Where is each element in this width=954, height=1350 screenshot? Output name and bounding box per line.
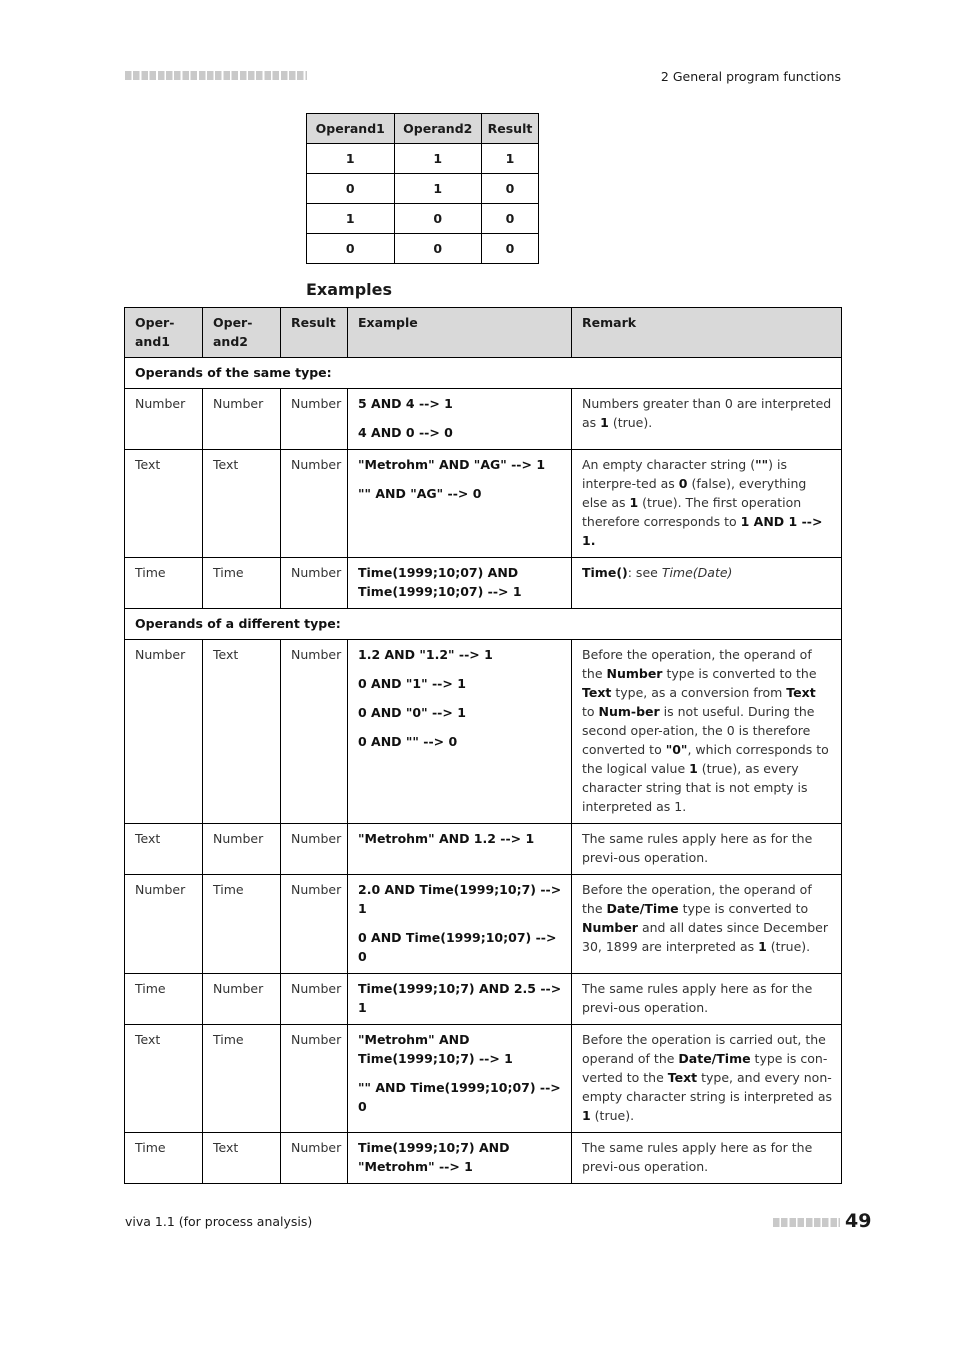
table-row	[125, 450, 842, 558]
remark-text: 1	[689, 761, 698, 776]
cell: 0	[394, 234, 482, 264]
remark-text: 0	[678, 476, 688, 491]
operand2-cell: Text	[203, 450, 281, 558]
header-text: and2	[213, 334, 248, 349]
example-line: Time(1999;10;07) AND Time(1999;10;07) --> 1	[358, 565, 522, 599]
col-header-operand2	[203, 308, 281, 358]
operand2-cell: Number	[203, 824, 281, 875]
remark-text: Before the operation is carried out, the operand of the	[582, 1032, 826, 1066]
remark-text: (false), everything else as	[582, 476, 807, 510]
remark-text: Text	[786, 685, 816, 700]
remark-text: An empty character string (	[582, 457, 756, 472]
col-header: Operand1	[307, 114, 395, 144]
example-line: 2.0 AND Time(1999;10;7) --> 1	[358, 882, 562, 916]
operand2-cell: Time	[203, 875, 281, 974]
example-line: "Metrohm" AND "AG" --> 1	[358, 457, 546, 472]
header-decoration	[125, 71, 307, 80]
table-row	[125, 875, 842, 974]
table-row	[125, 389, 842, 450]
table-row	[125, 640, 842, 824]
operand2-cell: Text	[203, 1133, 281, 1184]
group-row	[125, 609, 842, 640]
remark-text: ""	[755, 457, 769, 472]
remark-cell	[572, 450, 842, 558]
result-cell: Number	[281, 875, 348, 974]
remark-text: and all dates since December 30, 1899 are interpreted as	[582, 920, 828, 954]
operand1-cell: Time	[125, 558, 203, 609]
remark-text: Num-ber	[598, 704, 660, 719]
result-cell: Number	[281, 640, 348, 824]
table-row	[125, 1025, 842, 1133]
result-cell: Number	[281, 450, 348, 558]
remark-text: Numbers greater than 0 are interpreted as	[582, 396, 832, 430]
chapter-title: 2 General program functions	[660, 69, 841, 84]
example-line: 4 AND 0 --> 0	[358, 425, 453, 440]
header-text: Oper-	[135, 315, 175, 330]
page-number: 49	[845, 1210, 872, 1232]
remark-text: type is converted to	[678, 901, 809, 916]
remark-text: Number	[582, 920, 638, 935]
operand2-cell: Number	[203, 389, 281, 450]
example-cell	[348, 640, 572, 824]
truth-header-row	[307, 114, 539, 144]
example-cell	[348, 558, 572, 609]
table-row	[307, 144, 539, 174]
remark-cell	[572, 389, 842, 450]
cell: 1	[394, 174, 482, 204]
table-row	[125, 974, 842, 1025]
footer-product: viva 1.1 (for process analysis)	[125, 1214, 313, 1229]
table-row	[307, 174, 539, 204]
example-line: "" AND "AG" --> 0	[358, 486, 482, 501]
example-line: 0 AND "1" --> 1	[358, 676, 466, 691]
remark-text: to	[582, 704, 599, 719]
remark-text: : see	[627, 565, 662, 580]
cell: 1	[307, 144, 395, 174]
remark-text: 1	[629, 495, 639, 510]
example-line: 0 AND Time(1999;10;07) --> 0	[358, 930, 557, 964]
remark-text: 1	[600, 415, 609, 430]
example-cell	[348, 389, 572, 450]
remark-text: 1	[582, 1108, 591, 1123]
example-cell	[348, 1025, 572, 1133]
remark-text: (true).	[608, 415, 653, 430]
cell: 0	[482, 204, 539, 234]
remark-text: ) is interpre-ted as	[582, 457, 787, 491]
table-row	[125, 1133, 842, 1184]
example-line: Time(1999;10;7) AND 2.5 --> 1	[358, 981, 562, 1015]
remark-text: Before the operation, the operand of the	[582, 647, 812, 681]
example-line: 0 AND "0" --> 1	[358, 705, 466, 720]
col-header-result: Result	[281, 308, 348, 358]
header-text: Oper-	[213, 315, 253, 330]
remark-text: type, as a conversion from	[611, 685, 787, 700]
cell: 0	[394, 204, 482, 234]
group-row	[125, 358, 842, 389]
remark-text: type is con-verted to the	[582, 1051, 828, 1085]
result-cell: Number	[281, 558, 348, 609]
remark-cell: The same rules apply here as for the previ-ous operation.	[572, 1133, 842, 1184]
remark-text: Number	[606, 666, 663, 681]
operand1-cell: Number	[125, 640, 203, 824]
table-row	[307, 204, 539, 234]
remark-cell: The same rules apply here as for the previ-ous operation.	[572, 974, 842, 1025]
remark-text: "0"	[665, 742, 688, 757]
remark-text: Text	[582, 685, 612, 700]
examples-heading: Examples	[306, 280, 393, 299]
operand2-cell: Time	[203, 1025, 281, 1133]
group-label: Operands of the same type:	[125, 358, 842, 389]
examples-header-row	[125, 308, 842, 358]
operand1-cell: Text	[125, 450, 203, 558]
remark-cell: The same rules apply here as for the previ-ous operation.	[572, 824, 842, 875]
col-header-operand1	[125, 308, 203, 358]
example-line: 5 AND 4 --> 1	[358, 396, 453, 411]
col-header-example: Example	[348, 308, 572, 358]
example-line: "Metrohm" AND 1.2 --> 1	[358, 831, 535, 846]
cell: 0	[482, 234, 539, 264]
operand1-cell: Text	[125, 1025, 203, 1133]
remark-text: Date/Time	[678, 1051, 751, 1066]
example-line: "" AND Time(1999;10;07) --> 0	[358, 1080, 561, 1114]
remark-cell	[572, 875, 842, 974]
remark-text: 1	[758, 939, 767, 954]
remark-text: , which corresponds to the logical value	[582, 742, 829, 776]
remark-text: type, and every non-empty character string is interpreted as	[582, 1070, 833, 1104]
remark-text: Text	[667, 1070, 698, 1085]
operand1-cell: Time	[125, 974, 203, 1025]
table-row	[125, 824, 842, 875]
operand2-cell: Time	[203, 558, 281, 609]
cell: 1	[482, 144, 539, 174]
remark-cell	[572, 640, 842, 824]
remark-text: (true). The first operation therefore corresponds to	[582, 495, 802, 529]
example-cell	[348, 824, 572, 875]
header-text: and1	[135, 334, 170, 349]
col-header: Result	[482, 114, 539, 144]
example-cell	[348, 450, 572, 558]
result-cell: Number	[281, 974, 348, 1025]
example-line: 1.2 AND "1.2" --> 1	[358, 647, 493, 662]
examples-table	[124, 307, 842, 1184]
remark-text: Date/Time	[606, 901, 679, 916]
remark-cell	[572, 558, 842, 609]
remark-text: type is converted to the	[662, 666, 817, 681]
example-cell	[348, 1133, 572, 1184]
example-line: Time(1999;10;7) AND "Metrohm" --> 1	[358, 1140, 510, 1174]
result-cell: Number	[281, 1133, 348, 1184]
operand1-cell: Text	[125, 824, 203, 875]
remark-text: 1 AND 1 --> 1.	[582, 514, 823, 548]
truth-table	[306, 113, 539, 264]
result-cell: Number	[281, 389, 348, 450]
remark-text: (true), as every character string that is not empty is interpreted as 1.	[582, 761, 808, 814]
result-cell: Number	[281, 1025, 348, 1133]
cell: 1	[394, 144, 482, 174]
col-header-remark: Remark	[572, 308, 842, 358]
operand1-cell: Time	[125, 1133, 203, 1184]
col-header: Operand2	[394, 114, 482, 144]
operand2-cell: Number	[203, 974, 281, 1025]
operand1-cell: Number	[125, 875, 203, 974]
remark-text: is not useful. During the second oper-ation, the 0 is therefore converted to	[582, 704, 815, 757]
remark-text: (true).	[590, 1108, 635, 1123]
table-row	[307, 234, 539, 264]
table-row	[125, 558, 842, 609]
cell: 1	[307, 204, 395, 234]
remark-link-text: Time(Date)	[661, 565, 733, 580]
example-cell	[348, 875, 572, 974]
cell: 0	[307, 174, 395, 204]
cell: 0	[307, 234, 395, 264]
group-label: Operands of a different type:	[125, 609, 842, 640]
footer-decoration	[773, 1218, 840, 1227]
example-line: "Metrohm" AND Time(1999;10;7) --> 1	[358, 1032, 513, 1066]
remark-text: (true).	[766, 939, 811, 954]
operand1-cell: Number	[125, 389, 203, 450]
cell: 0	[482, 174, 539, 204]
example-cell	[348, 974, 572, 1025]
remark-text: Time()	[582, 565, 628, 580]
result-cell: Number	[281, 824, 348, 875]
operand2-cell: Text	[203, 640, 281, 824]
remark-text: Before the operation, the operand of the	[582, 882, 812, 916]
remark-cell	[572, 1025, 842, 1133]
example-line: 0 AND "" --> 0	[358, 734, 458, 749]
